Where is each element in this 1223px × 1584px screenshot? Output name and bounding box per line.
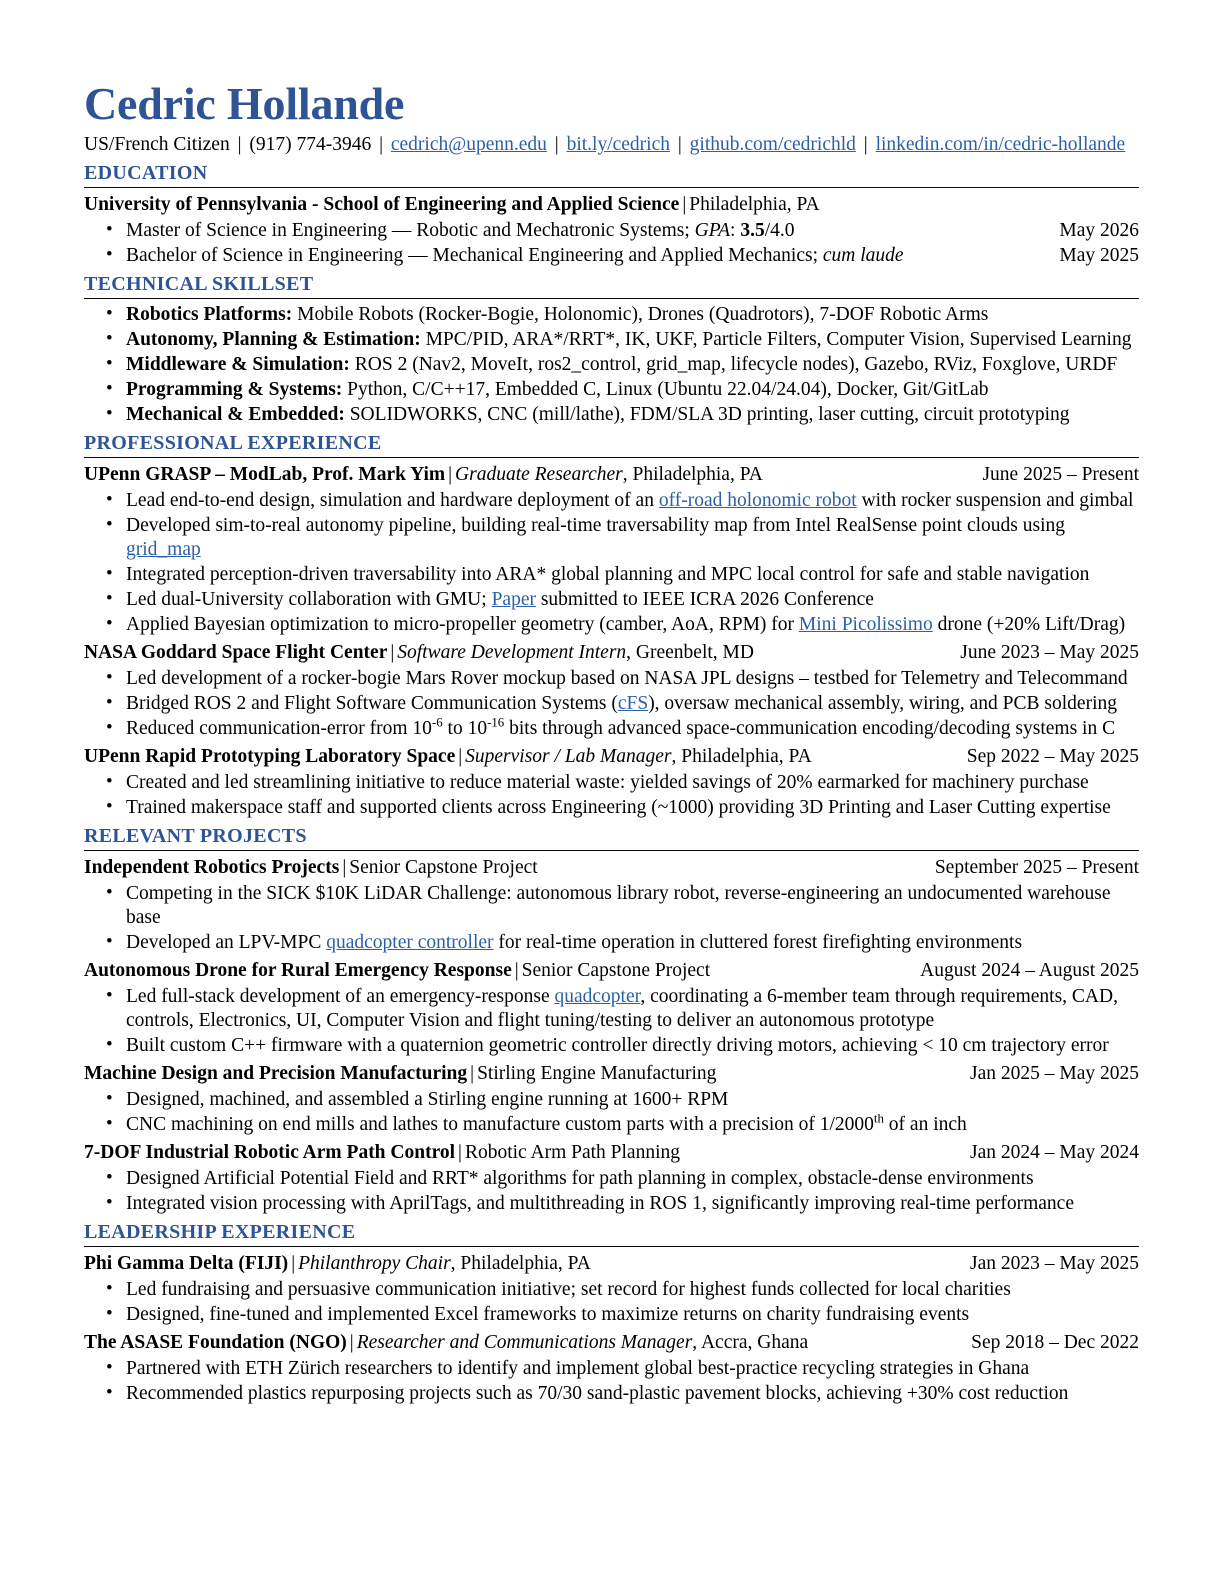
phone-text: (917) 774-3946: [249, 134, 372, 155]
project-name: Autonomous Drone for Rural Emergency Response: [84, 960, 512, 981]
separator: |: [682, 194, 687, 215]
degree-date: • May 2025: [1059, 245, 1139, 266]
bullet-text-post: of an inch: [883, 1114, 967, 1135]
bullet-text: CNC machining on end mills and lathes to manufacture custom parts with a precision of 1/2000: [126, 1114, 874, 1135]
bullet-text: Designed Artificial Potential Field and RRT* algorithms for path planning in complex, obstacle-dense environments: [126, 1168, 1034, 1189]
project-subtitle: Senior Capstone Project: [521, 960, 711, 981]
inline-link[interactable]: Mini Picolissimo: [798, 614, 933, 635]
bullet-text: Competing in the SICK $10K LiDAR Challenge: autonomous library robot, reverse-engineering an undocumented warehouse base: [126, 883, 1111, 928]
bullet-text: Reduced communication-error from 10: [126, 718, 432, 739]
bullet-text-mid: to 10: [442, 718, 488, 739]
project-subtitle: Senior Capstone Project: [349, 857, 538, 878]
list-item: [84, 244, 1139, 268]
list-item: [84, 563, 1139, 587]
skill-value: SOLIDWORKS, CNC (mill/lathe), FDM/SLA 3D printing, laser cutting, circuit prototyping: [344, 404, 1070, 425]
list-item: [84, 1357, 1139, 1381]
organization-name: Phi Gamma Delta (FIJI): [84, 1253, 289, 1274]
gpa-value: 3.5: [740, 220, 765, 241]
list-item: [84, 692, 1139, 716]
project-name: 7-DOF Industrial Robotic Arm Path Control: [84, 1142, 456, 1163]
project-name: Machine Design and Precision Manufacturing: [84, 1063, 468, 1084]
bullet-text: Lead end-to-end design, simulation and hardware deployment of an: [126, 490, 659, 511]
role-date: Sep 2018 – Dec 2022: [971, 1332, 1139, 1353]
skill-label: Mechanical & Embedded:: [126, 404, 345, 425]
linkedin-link[interactable]: linkedin.com/in/cedric-hollande: [875, 134, 1126, 155]
inline-link[interactable]: Paper: [491, 589, 536, 610]
exponent: -16: [487, 715, 505, 730]
project-entry-header: [84, 1140, 1139, 1166]
skill-label: Robotics Platforms:: [126, 304, 293, 325]
gpa-colon: :: [730, 220, 741, 241]
bullet-text: Led fundraising and persuasive communication initiative; set record for highest funds collected for local charities: [126, 1279, 1011, 1300]
experience-bullet-list: [84, 667, 1139, 741]
project-entry-header: [84, 958, 1139, 984]
separator: |: [448, 464, 453, 485]
skill-label: Autonomy, Planning & Estimation:: [126, 329, 421, 350]
list-item: [84, 771, 1139, 795]
bullet-text: Bridged ROS 2 and Flight Software Communication Systems (: [126, 693, 618, 714]
inline-link[interactable]: cFS: [617, 693, 649, 714]
project-entry-header: [84, 855, 1139, 881]
job-location: , Philadelphia, PA: [671, 746, 812, 767]
skill-value: ROS 2 (Nav2, MoveIt, ros2_control, grid_map, lifecycle nodes), Gazebo, RViz, Foxglove, URDF: [349, 354, 1118, 375]
bullet-text-post: with rocker suspension and gimbal: [856, 490, 1134, 511]
list-item: [84, 1303, 1139, 1327]
project-subtitle: Stirling Engine Manufacturing: [477, 1063, 717, 1084]
project-bullet-list: [84, 1088, 1139, 1137]
list-item: [84, 303, 1139, 327]
list-item: [84, 353, 1139, 377]
bullet-text: Trained makerspace staff and supported clients across Engineering (~1000) providing 3D Printing and Laser Cutting expertise: [126, 797, 1111, 818]
leadership-bullet-list: [84, 1278, 1139, 1327]
role-location: , Accra, Ghana: [692, 1332, 809, 1353]
section-title-projects: RELEVANT PROJECTS: [84, 825, 307, 847]
bullet-text: Developed an LPV-MPC: [126, 932, 327, 953]
list-item: [84, 489, 1139, 513]
bullet-text: Integrated perception-driven traversability into ARA* global planning and MPC local control for safe and stable navigation: [126, 564, 1090, 585]
bullet-text: Created and led streamlining initiative to reduce material waste: yielded savings of 20% earmarked for machinery purchase: [126, 772, 1089, 793]
separator: |: [390, 642, 395, 663]
gpa-label: GPA: [694, 220, 731, 241]
inline-link[interactable]: quadcopter: [554, 986, 641, 1007]
section-rule: [84, 298, 1139, 299]
separator: |: [470, 1063, 475, 1084]
inline-link[interactable]: grid_map: [126, 539, 201, 560]
job-title: Software Development Intern: [397, 642, 627, 663]
bullet-text-post: drone (+20% Lift/Drag): [932, 614, 1126, 635]
list-item: [84, 1278, 1139, 1302]
job-date: June 2025 – Present: [982, 464, 1139, 485]
degree-date: • May 2026: [1059, 220, 1139, 241]
bullet-text: Built custom C++ firmware with a quaternion geometric controller directly driving motors, achieving < 10 cm trajectory error: [126, 1035, 1109, 1056]
project-bullet-list: [84, 1167, 1139, 1216]
bullet-text-post: , coordinating a 6-member team through requirements, CAD, controls, Electronics, UI, Computer Vision and flight tuning/testing to deliver an autonomous prototype: [126, 986, 1118, 1031]
website-link[interactable]: bit.ly/cedrich: [566, 134, 670, 155]
separator: |: [677, 134, 682, 155]
bullet-text: Applied Bayesian optimization to micro-propeller geometry (camber, AoA, RPM) for: [126, 614, 799, 635]
list-item: [84, 1088, 1139, 1112]
separator: |: [458, 1142, 462, 1163]
list-item: [84, 1382, 1139, 1406]
bullet-text: Led dual-University collaboration with GMU;: [126, 589, 492, 610]
role-title: Researcher and Communications Manager: [356, 1332, 693, 1353]
job-title: Graduate Researcher: [455, 464, 623, 485]
project-entry-header: [84, 1061, 1139, 1087]
experience-bullet-list: [84, 489, 1139, 637]
school-location: Philadelphia, PA: [689, 194, 820, 215]
separator: |: [342, 857, 347, 878]
experience-entry-header: [84, 462, 1139, 488]
bullet-text: Led full-stack development of an emergency-response: [126, 986, 555, 1007]
separator: |: [237, 134, 242, 155]
ordinal-suffix: th: [873, 1111, 884, 1126]
leadership-bullet-list: [84, 1357, 1139, 1406]
email-link[interactable]: cedrich@upenn.edu: [390, 134, 547, 155]
list-item: [84, 328, 1139, 352]
bullet-text-post: ), oversaw mechanical assembly, wiring, and PCB soldering: [648, 693, 1117, 714]
bullet-text: Designed, fine-tuned and implemented Excel frameworks to maximize returns on charity fundraising events: [126, 1304, 970, 1325]
project-bullet-list: [84, 985, 1139, 1058]
list-item: [84, 796, 1139, 820]
list-item: [84, 1034, 1139, 1058]
skill-value: Mobile Robots (Rocker-Bogie, Holonomic), Drones (Quadrotors), 7-DOF Robotic Arms: [292, 304, 989, 325]
bullet-text: Designed, machined, and assembled a Stirling engine running at 1600+ RPM: [126, 1089, 729, 1110]
exponent: -6: [431, 715, 443, 730]
experience-bullet-list: [84, 771, 1139, 820]
organization-name: The ASASE Foundation (NGO): [84, 1332, 347, 1353]
list-item: [84, 514, 1139, 562]
bullet-text: Recommended plastics repurposing projects such as 70/30 sand-plastic pavement blocks, achieving +30% cost reduction: [126, 1383, 1069, 1404]
section-rule: [84, 1246, 1139, 1247]
bullet-text: Led development of a rocker-bogie Mars Rover mockup based on NASA JPL designs – testbed for Telemetry and Telecommand: [126, 668, 1128, 689]
leadership-entry-header: [84, 1330, 1139, 1356]
education-school-line: [84, 192, 1139, 218]
education-degree-list: [84, 219, 1139, 268]
section-rule: [84, 457, 1139, 458]
skill-value: MPC/PID, ARA*/RRT*, IK, UKF, Particle Filters, Computer Vision, Supervised Learning: [420, 329, 1132, 350]
job-date: Sep 2022 – May 2025: [966, 746, 1139, 767]
role-location: , Philadelphia, PA: [450, 1253, 591, 1274]
project-date: August 2024 – August 2025: [920, 960, 1139, 981]
separator: |: [863, 134, 868, 155]
section-rule: [84, 187, 1139, 188]
page-title: Cedric Hollande: [84, 78, 405, 129]
skill-label: Programming & Systems:: [126, 379, 343, 400]
separator: |: [349, 1332, 354, 1353]
separator: |: [458, 746, 463, 767]
experience-entry-header: [84, 744, 1139, 770]
inline-link[interactable]: off-road holonomic robot: [658, 490, 857, 511]
job-date: June 2023 – May 2025: [960, 642, 1139, 663]
separator: |: [291, 1253, 296, 1274]
list-item: [84, 1167, 1139, 1191]
bullet-text-post: for real-time operation in cluttered forest firefighting environments: [493, 932, 1023, 953]
role-title: Philanthropy Chair: [298, 1253, 451, 1274]
list-item: [84, 667, 1139, 691]
project-date: Jan 2025 – May 2025: [970, 1063, 1139, 1084]
job-title: Supervisor / Lab Manager: [465, 746, 672, 767]
list-item: [84, 931, 1139, 955]
list-item: [84, 588, 1139, 612]
school-name: University of Pennsylvania - School of Engineering and Applied Science: [84, 194, 680, 215]
section-title-education: EDUCATION: [84, 162, 208, 184]
separator: |: [379, 134, 383, 155]
section-title-skills: TECHNICAL SKILLSET: [84, 273, 314, 295]
contact-line: [84, 132, 1139, 157]
citizenship-text: US/French Citizen: [84, 134, 230, 155]
separator: |: [554, 134, 559, 155]
list-item: [84, 613, 1139, 637]
project-date: Jan 2024 – May 2024: [970, 1142, 1139, 1163]
list-item: [84, 985, 1139, 1033]
degree-text: Bachelor of Science in Engineering — Mechanical Engineering and Applied Mechanics;: [126, 245, 823, 266]
skill-value: Python, C/C++17, Embedded C, Linux (Ubuntu 22.04/24.04), Docker, Git/GitLab: [342, 379, 989, 400]
degree-text: Master of Science in Engineering — Robotic and Mechatronic Systems;: [126, 220, 695, 241]
job-location: , Greenbelt, MD: [626, 642, 754, 663]
list-item: [84, 1113, 1139, 1137]
employer-name: NASA Goddard Space Flight Center: [84, 642, 388, 663]
github-link[interactable]: github.com/cedrichld: [689, 134, 856, 155]
employer-name: UPenn GRASP – ModLab, Prof. Mark Yim: [84, 464, 446, 485]
list-item: [84, 882, 1139, 930]
skills-list: [84, 303, 1139, 427]
bullet-text: Integrated vision processing with AprilTags, and multithreading in ROS 1, significantly improving real-time performance: [126, 1193, 1074, 1214]
bullet-text: Partnered with ETH Zürich researchers to identify and implement global best-practice recycling strategies in Ghana: [126, 1358, 1030, 1379]
gpa-scale: /4.0: [764, 220, 795, 241]
separator: |: [514, 960, 519, 981]
list-item: [84, 403, 1139, 427]
project-subtitle: Robotic Arm Path Planning: [464, 1142, 680, 1163]
skill-label: Middleware & Simulation:: [126, 354, 350, 375]
honors-text: cum laude: [822, 245, 904, 266]
role-date: Jan 2023 – May 2025: [970, 1253, 1139, 1274]
experience-entry-header: [84, 640, 1139, 666]
bullet-text-post: bits through advanced space-communication encoding/decoding systems in C: [504, 718, 1116, 739]
section-rule: [84, 850, 1139, 851]
inline-link[interactable]: quadcopter controller: [326, 932, 494, 953]
list-item: [84, 1192, 1139, 1216]
list-item: [84, 717, 1139, 741]
job-location: , Philadelphia, PA: [622, 464, 763, 485]
project-date: September 2025 – Present: [934, 857, 1139, 878]
project-name: Independent Robotics Projects: [84, 857, 340, 878]
bullet-text: Developed sim-to-real autonomy pipeline, building real-time traversability map from Intel RealSense point clouds using: [126, 515, 1066, 536]
section-title-leadership: LEADERSHIP EXPERIENCE: [84, 1221, 356, 1243]
section-title-professional: PROFESSIONAL EXPERIENCE: [84, 432, 382, 454]
list-item: [84, 219, 1139, 243]
leadership-entry-header: [84, 1251, 1139, 1277]
employer-name: UPenn Rapid Prototyping Laboratory Space: [84, 746, 456, 767]
project-bullet-list: [84, 882, 1139, 955]
list-item: [84, 378, 1139, 402]
bullet-text-post: submitted to IEEE ICRA 2026 Conference: [535, 589, 874, 610]
